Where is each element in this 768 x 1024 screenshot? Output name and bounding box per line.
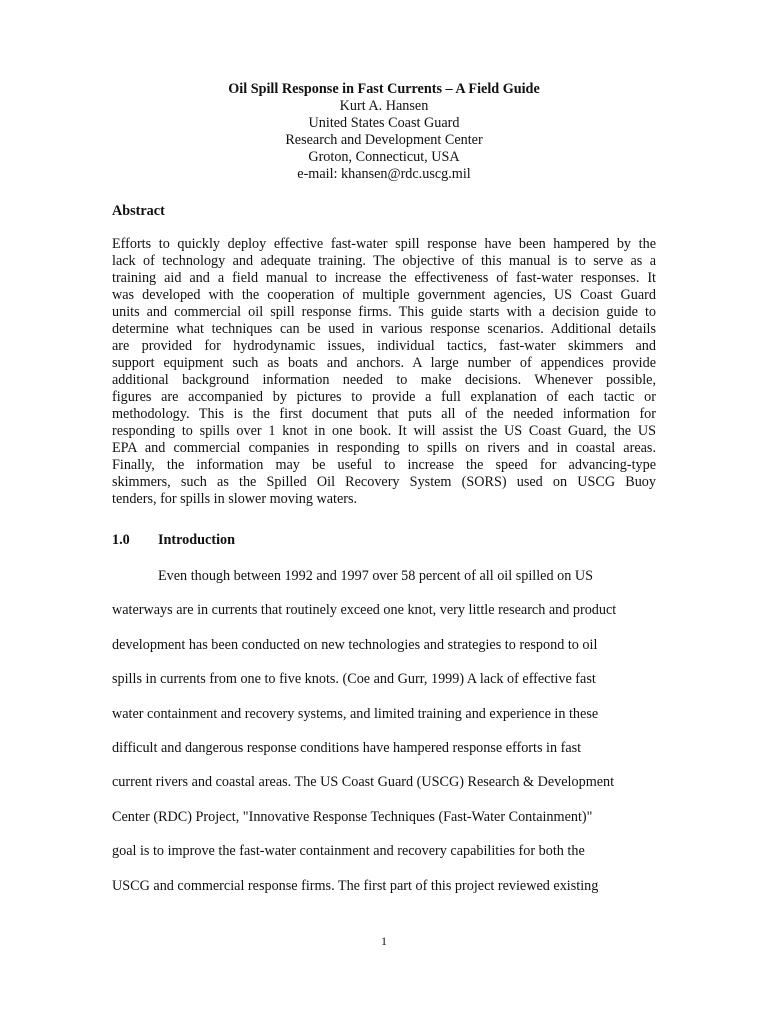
body-line: development has been conducted on new technologies and strategies to respond to oil — [112, 636, 598, 653]
abstract-line: EPA and commercial companies in responding to spills on rivers and in coastal areas. — [112, 440, 656, 456]
body-line: water containment and recovery systems, and limited training and experience in these — [112, 705, 599, 722]
author-email: e-mail: khansen@rdc.uscg.mil — [297, 166, 471, 182]
abstract-line: Efforts to quickly deploy effective fast-water spill response have been hampered by the — [112, 236, 656, 252]
abstract-line: was developed with the cooperation of multiple government agencies, US Coast Guard — [112, 287, 656, 303]
abstract-line: units and commercial oil spill response firms. This guide starts with a decision guide to — [112, 304, 656, 320]
abstract-line: tenders, for spills in slower moving waters. — [112, 491, 358, 507]
abstract-line: responding to spills over 1 knot in one book. It will assist the US Coast Guard, the US — [112, 423, 656, 439]
author-department: Research and Development Center — [285, 132, 483, 148]
abstract-heading: Abstract — [112, 203, 165, 219]
abstract-line: support equipment such as boats and anchors. A large number of appendices provide — [112, 355, 656, 371]
author-location: Groton, Connecticut, USA — [308, 149, 460, 165]
abstract-line: determine what techniques can be used in various response scenarios. Additional details — [112, 321, 656, 337]
body-line: Center (RDC) Project, "Innovative Response Techniques (Fast-Water Containment)" — [112, 808, 593, 825]
document-title: Oil Spill Response in Fast Currents – A Field Guide — [228, 81, 540, 97]
document-header — [112, 81, 656, 183]
body-line: Even though between 1992 and 1997 over 58 percent of all oil spilled on US — [158, 568, 593, 584]
page-number: 1 — [381, 934, 387, 948]
author-organization: United States Coast Guard — [308, 115, 460, 131]
abstract-paragraph — [112, 236, 656, 508]
section-heading — [112, 532, 235, 549]
abstract-line: figures are accompanied by pictures to provide a full explanation of each tactic or — [112, 389, 656, 405]
abstract-line: are provided for hydrodynamic issues, individual tactics, fast-water skimmers and — [112, 338, 656, 354]
abstract-line: lack of technology and adequate training. The objective of this manual is to serve as a — [112, 253, 656, 269]
abstract-line: methodology. This is the first document that puts all of the needed information for — [112, 406, 656, 422]
abstract-line: Finally, the information may be useful to increase the speed for advancing-type — [112, 457, 656, 473]
introduction-paragraph — [112, 568, 656, 912]
body-line: waterways are in currents that routinely exceed one knot, very little research and product — [112, 602, 617, 619]
abstract-line: skimmers, such as the Spilled Oil Recovery System (SORS) used on USCG Buoy — [112, 474, 656, 490]
body-line: goal is to improve the fast-water containment and recovery capabilities for both the — [112, 843, 585, 860]
abstract-line: training aid and a field manual to increase the effectiveness of fast-water responses. It — [112, 270, 656, 286]
author-name: Kurt A. Hansen — [339, 98, 429, 114]
body-line: current rivers and coastal areas. The US Coast Guard (USCG) Research & Development — [112, 774, 615, 791]
section-title: Introduction — [158, 532, 235, 548]
section-number: 1.0 — [112, 532, 130, 548]
body-line: difficult and dangerous response conditions have hampered response efforts in fast — [112, 739, 582, 756]
abstract-line: additional background information needed to make decisions. Whenever possible, — [112, 372, 656, 388]
body-line: spills in currents from one to five knots. (Coe and Gurr, 1999) A lack of effective fast — [112, 671, 596, 688]
body-line: USCG and commercial response firms. The first part of this project reviewed existing — [112, 877, 599, 894]
